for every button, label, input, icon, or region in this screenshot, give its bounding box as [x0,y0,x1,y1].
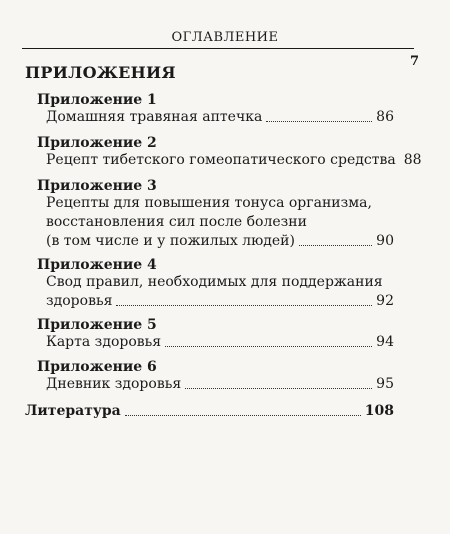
appendix-6-title: Дневник здоровья [46,376,182,392]
running-head: ОГЛАВЛЕНИЕ [171,30,279,45]
header-rule [22,48,414,49]
appendix-6-entry[interactable] [46,375,394,393]
appendix-5-title: Карта здоровья [46,334,162,350]
appendix-4-title-line-2: здоровья [46,293,113,309]
appendix-3-title-line-3: (в том числе и у пожилых людей) [46,233,295,249]
appendix-6-page: 95 [376,376,394,392]
appendix-5-label: Приложение 5 [37,317,157,333]
dot-leader [125,415,361,416]
appendix-6-label: Приложение 6 [37,359,157,375]
appendix-3-entry[interactable] [46,232,394,250]
appendix-3-title-line-1: Рецепты для повышения тонуса организма, [46,195,372,211]
literature-entry[interactable] [25,402,394,420]
appendix-2-entry[interactable] [46,151,422,169]
section-title: ПРИЛОЖЕНИЯ [25,63,176,82]
appendix-1-entry[interactable] [46,108,394,126]
appendix-2-title: Рецепт тибетского гомеопатического средства [46,152,396,168]
appendix-4-label: Приложение 4 [37,257,157,273]
appendix-5-page: 94 [376,334,394,350]
appendix-1-page: 86 [376,109,394,125]
appendix-2-label: Приложение 2 [37,135,157,151]
appendix-3-page: 90 [376,233,394,249]
dot-leader [185,388,372,389]
appendix-1-label: Приложение 1 [37,92,157,108]
appendix-3-label: Приложение 3 [37,178,157,194]
appendix-5-entry[interactable] [46,333,394,351]
appendix-1-title: Домашняя травяная аптечка [46,109,263,125]
appendix-4-page: 92 [376,293,394,309]
dot-leader [266,121,372,122]
appendix-2-page: 88 [403,152,422,168]
literature-page: 108 [364,403,394,419]
appendix-4-title-line-1: Свод правил, необходимых для поддержания [46,274,383,290]
literature-label: Литература [25,403,121,419]
dot-leader [116,305,372,306]
page-number: 7 [410,54,420,69]
dot-leader [299,245,372,246]
appendix-4-entry[interactable] [46,292,394,310]
dot-leader [165,346,372,347]
appendix-3-title-line-2: восстановления сил после болезни [46,214,307,230]
